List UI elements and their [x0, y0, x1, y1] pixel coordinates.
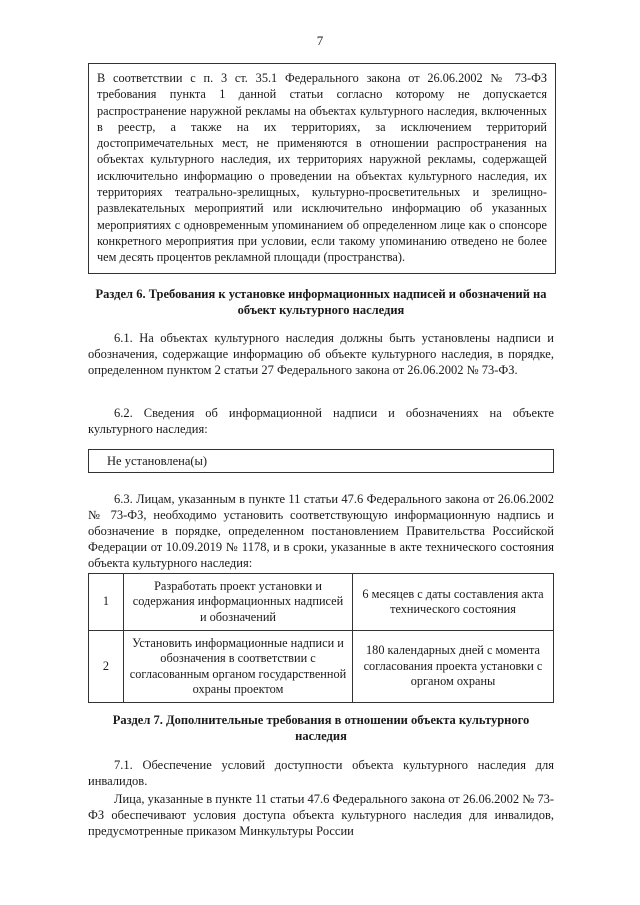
paragraph-7-1: 7.1. Обеспечение условий доступности объекта культурного наследия для инвалидов. — [88, 758, 554, 788]
paragraph-6-3: 6.3. Лицам, указанным в пункте 11 статьи 47.6 Федерального закона от 26.06.2002 № 73-ФЗ, необходимо установить соответствующую информационную надпись и обозначение в порядке, определенном постановлением Правительства Российской Федерации от 10.09.2019 № 1178, и в сроки, указанные в акте технического состояния объекта культурного наследия: — [88, 492, 554, 570]
inscription-status-box: Не установлена(ы) — [88, 449, 554, 473]
task-deadline: 6 месяцев с даты составления акта технического состояния — [353, 574, 554, 631]
section-7-heading: Раздел 7. Дополнительные требования в отношении объекта культурного наследия — [112, 713, 530, 743]
paragraph-6-1: 6.1. На объектах культурного наследия должны быть установлены надписи и обозначения, содержащие информацию об объекте культурного наследия, в порядке, определенном пунктом 2 статьи 27 Федерального закона от 26.06.2002 № 73-ФЗ. — [88, 331, 554, 377]
task-action: Установить информационные надписи и обозначения в соответствии с согласованным органом государственной охраны проектом — [124, 631, 353, 703]
task-deadline: 180 календарных дней с момента согласования проекта установки с органом охраны — [353, 631, 554, 703]
paragraph-6-2: 6.2. Сведения об информационной надписи и обозначениях на объекте культурного наследия: — [88, 406, 554, 436]
inscription-tasks-table — [88, 573, 554, 703]
task-number: 2 — [89, 631, 124, 703]
page-number: 7 — [316, 33, 324, 48]
table-row — [89, 631, 554, 703]
task-number: 1 — [89, 574, 124, 631]
section-6-heading: Раздел 6. Требования к установке информационных надписей и обозначений на объект культурного наследия — [95, 287, 547, 317]
advertising-notice-box: В соответствии с п. 3 ст. 35.1 Федерального закона от 26.06.2002 № 73-ФЗ требования пункта 1 данной статьи согласно которому не допускается распространение наружной рекламы на объектах культурного наследия, включенных в реестр, а также на их территориях, за исключением территорий достопримечательных мест, не применяются в отношении распространения на объектах культурного наследия, их территориях наружной рекламы, содержащей исключительно информацию о проведении на объектах культурного наследия, их территориях театрально-зрелищных, культурно-просветительных и зрелищно-развлекательных мероприятий или исключительно информацию об указанных мероприятиях с одновременным упоминанием об определенном лице как о спонсоре конкретного мероприятия при условии, если такому упоминанию отведено не более чем десять процентов рекламной площади (пространства). — [88, 63, 556, 274]
table-row — [89, 574, 554, 631]
paragraph-7-1-continued: Лица, указанные в пункте 11 статьи 47.6 Федерального закона от 26.06.2002 № 73-ФЗ обеспечивают условия доступа объекта культурного наследия для инвалидов, предусмотренные приказом Минкультуры России — [88, 792, 554, 838]
task-action: Разработать проект установки и содержания информационных надписей и обозначений — [124, 574, 353, 631]
